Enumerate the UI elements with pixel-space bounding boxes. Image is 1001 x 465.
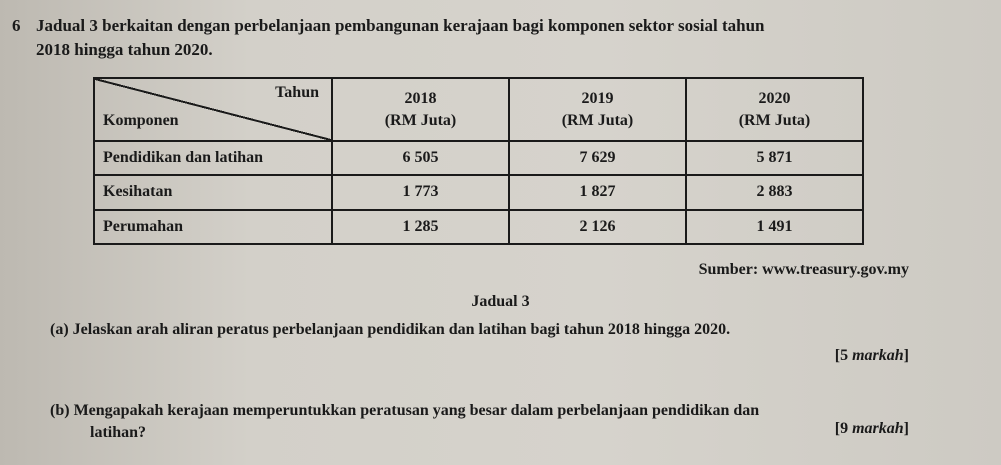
table-row xyxy=(94,175,863,209)
table-caption: Jadual 3 xyxy=(471,293,530,310)
header-komponen: Komponen xyxy=(103,112,179,129)
table-row xyxy=(94,141,863,175)
part-b-text-line2: latihan? xyxy=(90,424,147,441)
row-label-pendidikan: Pendidikan dan latihan xyxy=(94,141,332,175)
question-intro xyxy=(12,14,942,62)
year-label: 2019 xyxy=(581,89,614,107)
table-row xyxy=(94,210,863,244)
part-a-question xyxy=(50,321,730,339)
unit-label: (RM Juta) xyxy=(738,111,811,129)
year-label: 2020 xyxy=(758,89,791,107)
row-label-kesihatan: Kesihatan xyxy=(94,175,332,209)
year-label: 2018 xyxy=(404,89,437,107)
year-header-2019 xyxy=(509,78,686,141)
table-cell: 1 285 xyxy=(332,210,509,244)
marks-close: ] xyxy=(903,420,909,437)
part-b-label: (b) xyxy=(50,402,70,419)
part-b-text-line1: Mengapakah kerajaan memperuntukkan peratusan yang besar dalam perbelanjaan pendidikan dan xyxy=(73,402,760,419)
unit-label: (RM Juta) xyxy=(561,111,634,129)
table-cell: 7 629 xyxy=(509,141,686,175)
table-header-row xyxy=(94,78,863,141)
data-table xyxy=(93,77,864,245)
question-intro-line2: 2018 hingga tahun 2020. xyxy=(36,40,213,59)
header-tahun: Tahun xyxy=(275,84,319,101)
part-a-label: (a) xyxy=(50,321,69,338)
unit-label: (RM Juta) xyxy=(384,111,457,129)
source-citation: Sumber: www.treasury.gov.my xyxy=(698,261,909,278)
row-label-perumahan: Perumahan xyxy=(94,210,332,244)
table-cell: 5 871 xyxy=(686,141,863,175)
part-a-marks xyxy=(835,347,909,365)
table-cell: 6 505 xyxy=(332,141,509,175)
table-cell: 1 773 xyxy=(332,175,509,209)
table-cell: 1 827 xyxy=(509,175,686,209)
marks-number: [5 xyxy=(834,347,849,364)
part-b-question xyxy=(50,400,910,444)
marks-number: [9 xyxy=(834,420,849,437)
part-a-text: Jelaskan arah aliran peratus perbelanjaan pendidikan dan latihan bagi tahun 2018 hingga 2020. xyxy=(72,321,731,338)
marks-close: ] xyxy=(903,347,909,364)
part-b-marks xyxy=(835,420,909,438)
question-intro-line1: Jadual 3 berkaitan dengan perbelanjaan pembangunan kerajaan bagi komponen sektor sosial tahun xyxy=(36,16,765,35)
marks-word: markah xyxy=(852,347,904,364)
year-header-2020 xyxy=(686,78,863,141)
diagonal-header-cell xyxy=(94,78,332,141)
table-cell: 2 883 xyxy=(686,175,863,209)
table-cell: 1 491 xyxy=(686,210,863,244)
question-number: 6 xyxy=(12,16,21,35)
year-header-2018 xyxy=(332,78,509,141)
marks-word: markah xyxy=(852,420,904,437)
table-cell: 2 126 xyxy=(509,210,686,244)
